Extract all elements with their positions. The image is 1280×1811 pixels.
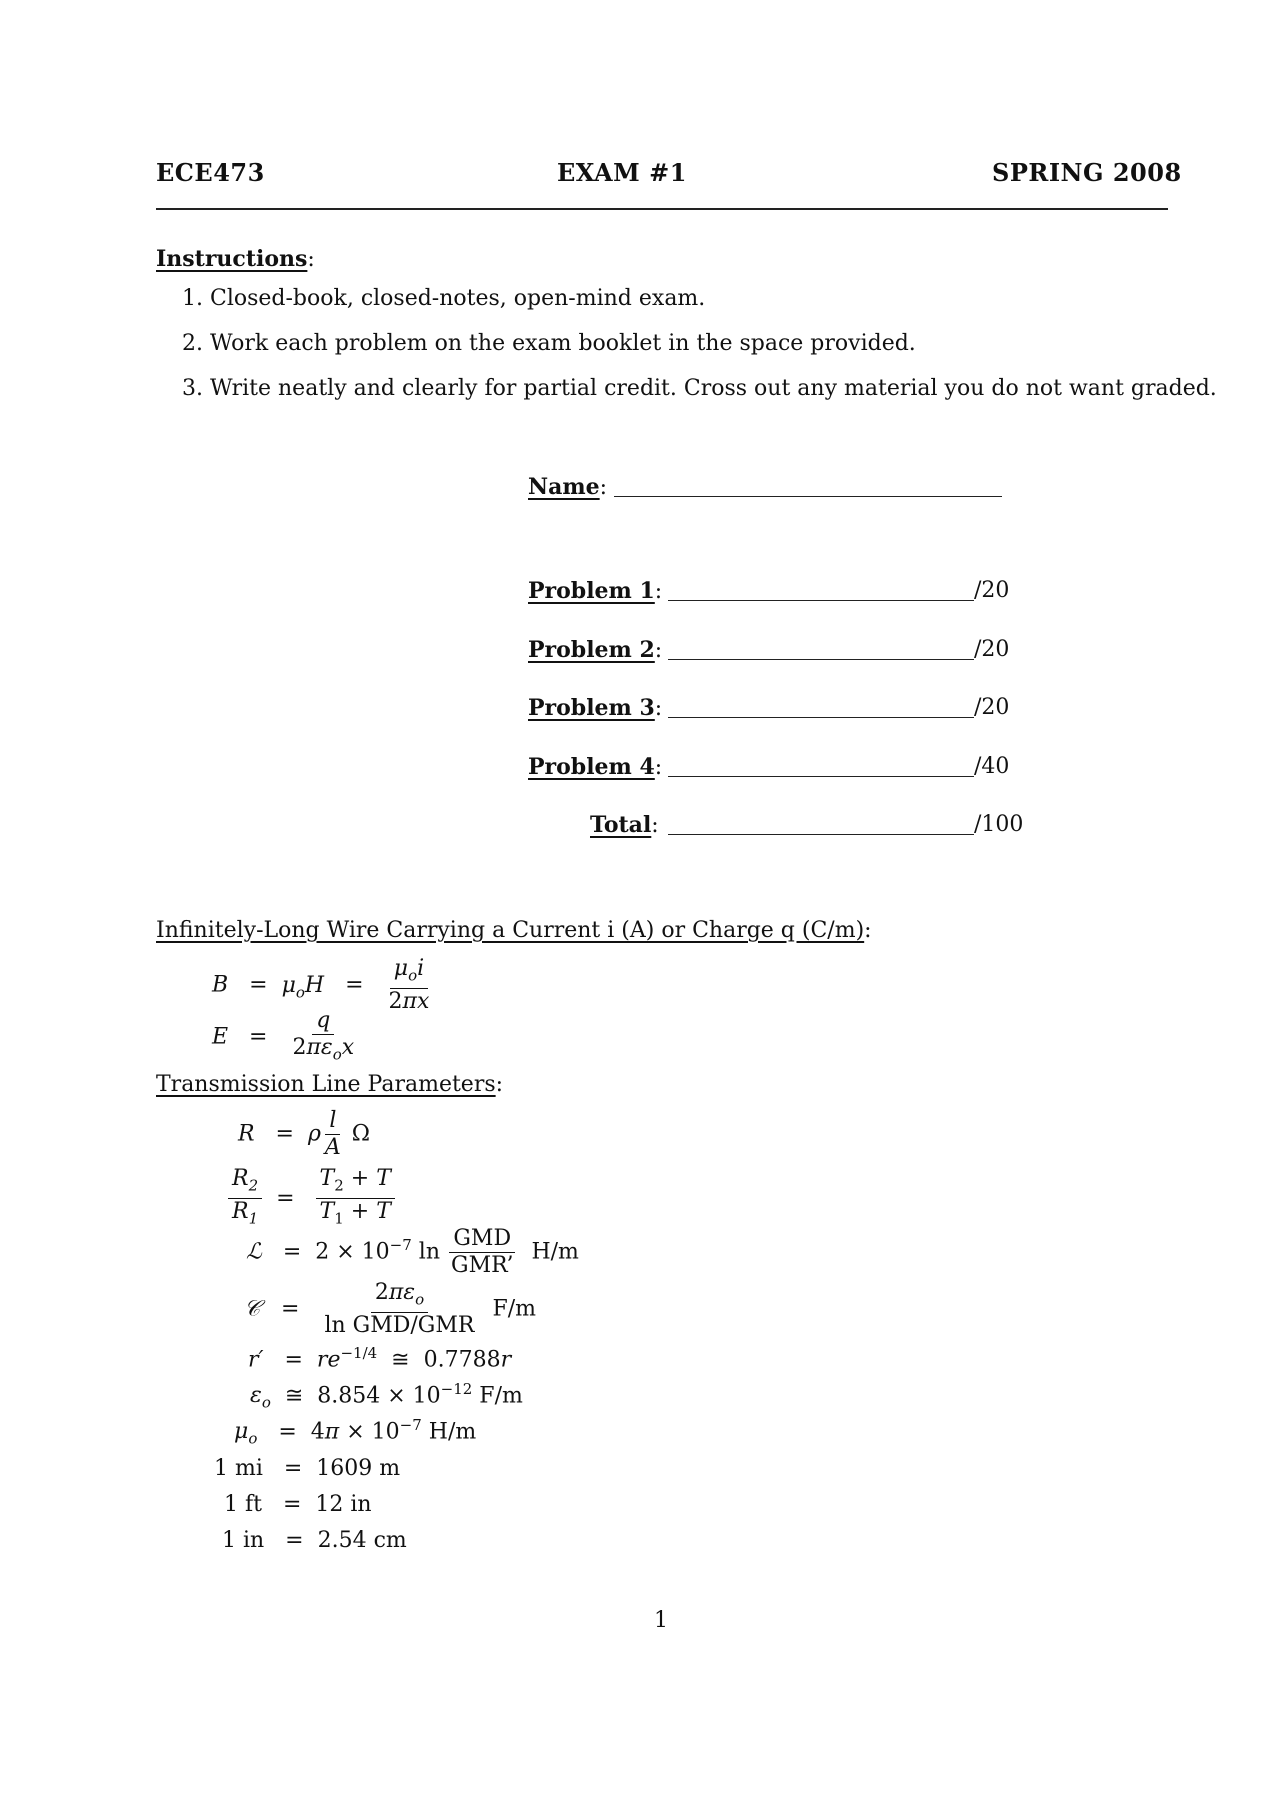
score-max-problem-2: /20 xyxy=(974,637,1010,662)
wire-section-title: Infinitely-Long Wire Carrying a Current i (A) or Charge q (C/m): xyxy=(156,918,872,943)
equation-capacitance: 𝒞 = $\frac{2\pi\varepsilon_o}{\text{ln GMD/GMR}}$ F/m xyxy=(244,1280,536,1339)
score-field-problem-2[interactable] xyxy=(668,659,974,660)
equation-b-field: $B = \mu_oH$ = $\frac{\mu_oi}{2\pi x}$ xyxy=(212,956,430,1015)
score-label-problem-2: Problem 2: xyxy=(528,637,663,663)
score-field-problem-4[interactable] xyxy=(668,776,974,777)
score-max-total: /100 xyxy=(974,812,1024,837)
score-label-total: Total: xyxy=(590,812,659,838)
equation-gmr-radius: $r' = re^{-1/4}$ ≅ 0.7788r xyxy=(248,1344,512,1373)
equation-resistance: R = ρ $\frac{l}{A}$ Ω xyxy=(238,1108,371,1160)
name-label: Name: xyxy=(528,474,608,500)
instructions-title: Instructions xyxy=(156,246,308,272)
course-code: ECE473 xyxy=(156,158,265,187)
conversion-inch: 1 in = 2.54 cm xyxy=(222,1528,407,1553)
score-label-problem-4: Problem 4: xyxy=(528,754,663,780)
score-max-problem-1: /20 xyxy=(974,578,1010,603)
score-label-problem-1: Problem 1: xyxy=(528,578,663,604)
conversion-foot: 1 ft = 12 in xyxy=(224,1492,372,1517)
equation-permeability: $\mu_o = 4\pi \times 10^{-7}$ H/m xyxy=(234,1416,477,1448)
score-field-problem-3[interactable] xyxy=(668,717,974,718)
header-rule xyxy=(156,208,1168,210)
instruction-item: 3. Write neatly and clearly for partial credit. Cross out any material you do not want graded. xyxy=(182,376,1217,401)
page-number: 1 xyxy=(654,1608,668,1633)
exam-term: SPRING 2008 xyxy=(992,158,1182,187)
score-field-total[interactable] xyxy=(668,834,974,835)
instruction-item: 1. Closed-book, closed-notes, open-mind exam. xyxy=(182,286,706,311)
instructions-heading: Instructions: xyxy=(156,246,315,272)
equation-inductance: ℒ = $2 \times 10^{-7}$ ln $\frac{\text{GMD}}{\text{GMR’}}$ H/m xyxy=(246,1226,579,1278)
instruction-item: 2. Work each problem on the exam booklet in the space provided. xyxy=(182,331,916,356)
score-max-problem-4: /40 xyxy=(974,754,1010,779)
exam-title: EXAM #1 xyxy=(557,158,687,187)
equation-resistance-ratio: $\frac{R_2}{R_1}$ = $\frac{T_2 + T}{T_1 + T}$ xyxy=(228,1166,395,1232)
conversion-mile: 1 mi = 1609 m xyxy=(214,1456,401,1481)
equation-e-field: E = $\frac{q}{2\pi\varepsilon_ox}$ xyxy=(212,1008,355,1064)
score-field-problem-1[interactable] xyxy=(668,600,974,601)
tl-section-title: Transmission Line Parameters: xyxy=(156,1072,504,1097)
equation-permittivity: $\varepsilon_o$ ≅ $8.854 \times 10^{-12}$ F/m xyxy=(250,1380,523,1412)
name-field[interactable] xyxy=(614,496,1002,497)
score-label-problem-3: Problem 3: xyxy=(528,695,663,721)
score-max-problem-3: /20 xyxy=(974,695,1010,720)
